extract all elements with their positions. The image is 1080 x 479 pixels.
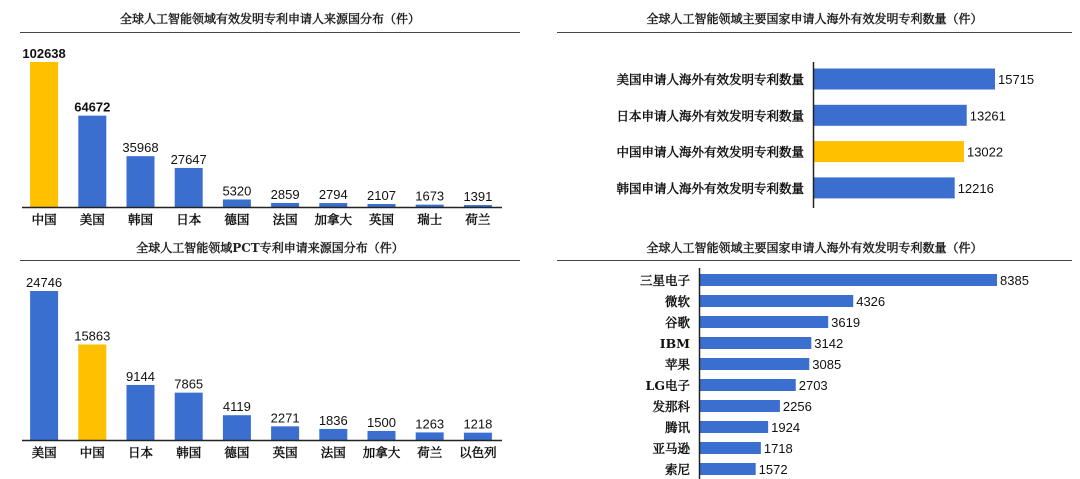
- bar: [814, 141, 964, 162]
- bar: [175, 393, 203, 440]
- data-label: 1718: [763, 441, 793, 456]
- bar: [78, 344, 106, 440]
- bar-chart-1: [20, 0, 520, 238]
- bar: [700, 379, 796, 391]
- chart-panel-3: [20, 238, 520, 479]
- data-label: 102638: [22, 46, 66, 61]
- data-label: 8385: [1000, 273, 1029, 288]
- chart-title-4: 全球人工智能领域主要国家申请人海外有效发明专利数量（件）: [646, 241, 983, 255]
- data-label: 3142: [814, 336, 844, 351]
- data-label: 2859: [270, 186, 300, 202]
- category-label: 发那科: [652, 399, 690, 414]
- category-label: 谷歌: [664, 315, 690, 330]
- category-label: IBM: [659, 336, 690, 351]
- category-label: 日本: [176, 212, 202, 227]
- chart-panel-2: [557, 0, 1072, 238]
- category-label: 荷兰: [465, 212, 491, 227]
- chart-panel-1: [20, 0, 520, 238]
- bar: [127, 385, 155, 440]
- chart-title-1: 全球人工智能领域有效发明专利申请人来源国分布（件）: [119, 12, 420, 26]
- data-label: 1572: [758, 462, 788, 477]
- category-label: 苹果: [664, 357, 690, 372]
- data-label: 15863: [74, 328, 111, 344]
- data-label: 64672: [74, 99, 111, 115]
- data-label: 5320: [222, 183, 252, 199]
- bar: [319, 203, 347, 207]
- bar: [464, 205, 492, 207]
- category-label: 韩国: [127, 212, 154, 227]
- bar: [416, 205, 444, 207]
- data-label: 1263: [415, 416, 445, 432]
- data-label: 9144: [126, 368, 155, 384]
- data-label: 15715: [998, 72, 1035, 87]
- bar: [368, 204, 396, 207]
- data-label: 2107: [367, 188, 396, 204]
- data-label: 1500: [367, 414, 396, 430]
- data-label: 7865: [174, 376, 204, 392]
- bar: [223, 199, 251, 207]
- category-label: 瑞士: [417, 212, 443, 227]
- category-label: 荷兰: [417, 445, 443, 460]
- category-label: 德国: [224, 445, 250, 460]
- bar: [700, 337, 811, 349]
- category-label: 美国: [79, 212, 105, 227]
- data-label: 1924: [771, 420, 801, 435]
- bar: [271, 203, 299, 207]
- category-label: 日本申请人海外有效发明专利数量: [616, 108, 804, 124]
- category-label: 韩国: [176, 445, 202, 460]
- bar: [700, 316, 828, 328]
- category-label: 微软: [664, 294, 690, 309]
- bar: [271, 426, 299, 440]
- bar: [78, 116, 106, 207]
- data-label: 1836: [318, 412, 348, 428]
- bar: [30, 291, 58, 440]
- bar: [223, 415, 251, 440]
- bar: [416, 432, 444, 440]
- data-label: 1673: [415, 188, 445, 204]
- bar: [700, 400, 780, 412]
- category-label: 以色列: [459, 445, 497, 460]
- bar: [700, 358, 809, 370]
- bar: [700, 274, 997, 286]
- bar: [700, 463, 756, 475]
- data-label: 4326: [856, 294, 886, 309]
- category-label: 中国: [79, 445, 105, 460]
- bar: [700, 421, 768, 433]
- data-label: 12216: [957, 180, 994, 196]
- data-label: 3619: [831, 315, 861, 330]
- category-label: 日本: [127, 445, 154, 460]
- category-label: 英国: [368, 212, 395, 227]
- category-label: 韩国申请人海外有效发明专利数量: [616, 180, 804, 196]
- category-label: 亚马逊: [652, 441, 690, 456]
- category-label: LG电子: [645, 378, 690, 393]
- data-label: 3085: [812, 357, 842, 372]
- category-label: 中国: [31, 212, 57, 227]
- bar-chart-4: [557, 238, 1072, 479]
- chart-title-3: 全球人工智能领域PCT专利申请来源国分布（件）: [136, 241, 404, 255]
- bar-chart-3: [20, 238, 520, 479]
- data-label: 13022: [966, 144, 1004, 160]
- data-label: 24746: [26, 275, 63, 290]
- bar: [814, 69, 995, 90]
- category-label: 德国: [224, 212, 250, 227]
- data-label: 2271: [270, 410, 300, 426]
- data-label: 2256: [782, 399, 812, 414]
- bar-chart-2: [557, 0, 1072, 238]
- bar: [814, 105, 967, 126]
- category-label: 英国: [272, 445, 298, 460]
- category-label: 美国申请人海外有效发明专利数量: [616, 72, 804, 87]
- data-label: 1391: [463, 189, 493, 205]
- data-label: 27647: [170, 151, 207, 167]
- category-label: 三星电子: [639, 273, 690, 288]
- data-label: 4119: [222, 399, 251, 415]
- category-label: 腾讯: [664, 420, 690, 435]
- category-label: 加拿大: [362, 445, 401, 460]
- category-label: 美国: [31, 445, 57, 460]
- data-label: 1218: [463, 416, 493, 432]
- category-label: 索尼: [664, 462, 690, 477]
- data-label: 35968: [122, 140, 159, 156]
- bar: [175, 168, 203, 207]
- bar: [700, 295, 853, 307]
- bar: [30, 62, 58, 207]
- category-label: 加拿大: [314, 212, 353, 227]
- chart-title-2: 全球人工智能领域主要国家申请人海外有效发明专利数量（件）: [646, 12, 983, 26]
- category-label: 法国: [320, 445, 346, 460]
- bar: [700, 442, 761, 454]
- bar: [319, 429, 347, 440]
- category-label: 中国申请人海外有效发明专利数量: [616, 144, 804, 160]
- data-label: 2703: [798, 378, 828, 393]
- chart-panel-4: [557, 238, 1072, 479]
- bar: [814, 177, 955, 198]
- data-label: 13261: [969, 108, 1006, 124]
- data-label: 2794: [318, 187, 348, 203]
- category-label: 法国: [272, 212, 298, 227]
- bar: [127, 156, 155, 207]
- bar: [368, 431, 396, 440]
- bar: [464, 433, 492, 440]
